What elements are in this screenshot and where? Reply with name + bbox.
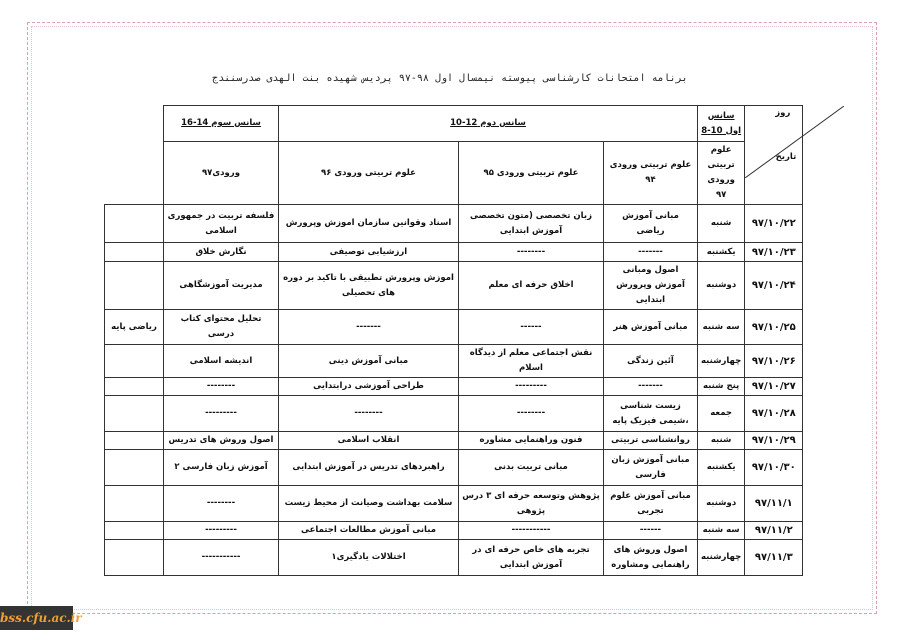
cell-date: ۹۷/۱۱/۱ — [745, 486, 803, 522]
cell-col94: -------- — [459, 243, 604, 262]
table-row — [105, 310, 803, 345]
table-row — [105, 432, 803, 450]
cell-col94: فنون وراهنمایی مشاوره — [459, 432, 604, 450]
cell-day: شنبه — [698, 205, 745, 243]
cell-day: شنبه — [698, 432, 745, 450]
table-row — [105, 450, 803, 486]
cell-session1: ------- — [604, 378, 698, 396]
cell-col96: اندیشه اسلامی — [164, 345, 279, 378]
cell-day: جمعه — [698, 396, 745, 432]
cell-session1: مبانی آموزش ریاضی — [604, 205, 698, 243]
table-row — [105, 345, 803, 378]
cell-col95: اموزش وپرورش تطبیقی با تاکید بر دوره های تحصیلی — [279, 262, 459, 310]
cell-col96: ----------- — [164, 540, 279, 576]
site-watermark: bss.cfu.ac.ir — [0, 606, 73, 630]
cell-date: ۹۷/۱۱/۳ — [745, 540, 803, 576]
session2-header: سانس دوم 12-10 — [279, 106, 698, 142]
col-94-header: علوم تربیتی ورودی ۹۴ — [604, 142, 698, 205]
cell-date: ۹۷/۱۰/۳۰ — [745, 450, 803, 486]
cell-col96: اصول وروش های تدریس — [164, 432, 279, 450]
cell-session3: ریاضی پایه — [105, 310, 164, 345]
cell-session1: مبانی آموزش زبان فارسی — [604, 450, 698, 486]
cell-session3 — [105, 522, 164, 540]
table-row — [105, 243, 803, 262]
cell-day: دوشنبه — [698, 262, 745, 310]
cell-col95: مبانی آموزش مطالعات اجتماعی — [279, 522, 459, 540]
cell-date: ۹۷/۱۰/۲۹ — [745, 432, 803, 450]
cell-col96: تحلیل محتوای کتاب درسی — [164, 310, 279, 345]
day-label: روز — [775, 108, 791, 118]
cell-date: ۹۷/۱۰/۲۸ — [745, 396, 803, 432]
cell-session3 — [105, 396, 164, 432]
session1-header: سانس اول 10-8 — [698, 106, 745, 142]
cell-session3 — [105, 345, 164, 378]
cell-col94: -------- — [459, 396, 604, 432]
diagonal-line — [745, 106, 844, 178]
cell-date: ۹۷/۱۱/۲ — [745, 522, 803, 540]
cell-session1: زیست شناسی ،شیمی فیزیک پایه — [604, 396, 698, 432]
cell-col94: تجربه های خاص حرفه ای در آموزش ابتدایی — [459, 540, 604, 576]
cell-col96: --------- — [164, 522, 279, 540]
cell-day: پنج شنبه — [698, 378, 745, 396]
cell-col96: فلسفه تربیت در جمهوری اسلامی — [164, 205, 279, 243]
day-date-header — [745, 106, 803, 205]
table-row — [105, 396, 803, 432]
cell-day: یکشنبه — [698, 243, 745, 262]
cell-col96: آموزش زبان فارسی ۲ — [164, 450, 279, 486]
col-97b-header: ورودی۹۷ — [164, 142, 279, 205]
cell-session1: ------- — [604, 243, 698, 262]
cell-session1: اصول ومبانی آموزش وپرورش ابتدایی — [604, 262, 698, 310]
cell-col96: -------- — [164, 486, 279, 522]
cell-col96: مدیریت آموزشگاهی — [164, 262, 279, 310]
cell-col94: اخلاق حرفه ای معلم — [459, 262, 604, 310]
table-row — [105, 205, 803, 243]
cell-col95: راهبردهای تدریس در آموزش ابتدایی — [279, 450, 459, 486]
cell-col94: زبان تخصصی (متون تخصصی آموزش ابتدایی — [459, 205, 604, 243]
cell-session3 — [105, 450, 164, 486]
cell-col95: ارزشیابی توصیفی — [279, 243, 459, 262]
cell-col95: مبانی آموزش دینی — [279, 345, 459, 378]
cell-date: ۹۷/۱۰/۲۵ — [745, 310, 803, 345]
cell-session3 — [105, 540, 164, 576]
cell-session3 — [105, 486, 164, 522]
cell-col96: -------- — [164, 378, 279, 396]
cell-col94: --------- — [459, 378, 604, 396]
cell-col94: پژوهش وتوسعه حرفه ای ۳ درس پژوهی — [459, 486, 604, 522]
cell-day: سه شنبه — [698, 310, 745, 345]
table-row — [105, 540, 803, 576]
cell-session1: اصول وروش های راهنمایی ومشاوره — [604, 540, 698, 576]
cell-col94: ----------- — [459, 522, 604, 540]
cell-session1: آئین زندگی — [604, 345, 698, 378]
col-96-header: علوم تربیتی ورودی ۹۶ — [279, 142, 459, 205]
col-95-header: علوم تربیتی ورودی ۹۵ — [459, 142, 604, 205]
cell-col96: نگارش خلاق — [164, 243, 279, 262]
cell-session3 — [105, 432, 164, 450]
cell-day: سه شنبه — [698, 522, 745, 540]
cell-day: دوشنبه — [698, 486, 745, 522]
table-row — [105, 486, 803, 522]
cell-session3 — [105, 205, 164, 243]
cell-session3 — [105, 243, 164, 262]
col-97-header: علوم تربیتی ورودی ۹۷ — [698, 142, 745, 205]
cell-date: ۹۷/۱۰/۲۷ — [745, 378, 803, 396]
cell-date: ۹۷/۱۰/۲۶ — [745, 345, 803, 378]
cell-day: چهارشنبه — [698, 540, 745, 576]
session3-header: سانس سوم 14-16 — [164, 106, 279, 142]
cell-col95: اسناد وقوانین سازمان اموزش وپرورش — [279, 205, 459, 243]
cell-session1: مبانی آموزش هنر — [604, 310, 698, 345]
table-row — [105, 262, 803, 310]
cell-col95: اختلالات یادگیری۱ — [279, 540, 459, 576]
cell-session1: روانشناسی تربیتی — [604, 432, 698, 450]
cell-date: ۹۷/۱۰/۲۴ — [745, 262, 803, 310]
cell-date: ۹۷/۱۰/۲۲ — [745, 205, 803, 243]
cell-col95: ------- — [279, 310, 459, 345]
table-row — [105, 522, 803, 540]
cell-day: چهارشنبه — [698, 345, 745, 378]
cell-col95: -------- — [279, 396, 459, 432]
table-row — [105, 378, 803, 396]
cell-date: ۹۷/۱۰/۲۳ — [745, 243, 803, 262]
exam-schedule-table — [104, 105, 803, 576]
date-label: تاریخ — [775, 152, 797, 162]
cell-col94: ------ — [459, 310, 604, 345]
cell-session3 — [105, 262, 164, 310]
cell-session1: ------ — [604, 522, 698, 540]
cell-session3 — [105, 378, 164, 396]
cell-col95: سلامت بهداشت وصیانت از محیط زیست — [279, 486, 459, 522]
cell-session1: مبانی آموزش علوم تجربی — [604, 486, 698, 522]
cell-col95: انقلاب اسلامی — [279, 432, 459, 450]
cell-col96: --------- — [164, 396, 279, 432]
cell-col94: مبانی تربیت بدنی — [459, 450, 604, 486]
cell-day: یکشنبه — [698, 450, 745, 486]
cell-col95: طراحی آموزشی درابتدایی — [279, 378, 459, 396]
document-title: برنامه امتحانات کارشناسی پیوسته نیمسال اول ۹۸-۹۷ پردیس شهیده بنت الهدی صدرسنندج — [212, 73, 688, 84]
cell-col94: نقش اجتماعی معلم از دیدگاه اسلام — [459, 345, 604, 378]
